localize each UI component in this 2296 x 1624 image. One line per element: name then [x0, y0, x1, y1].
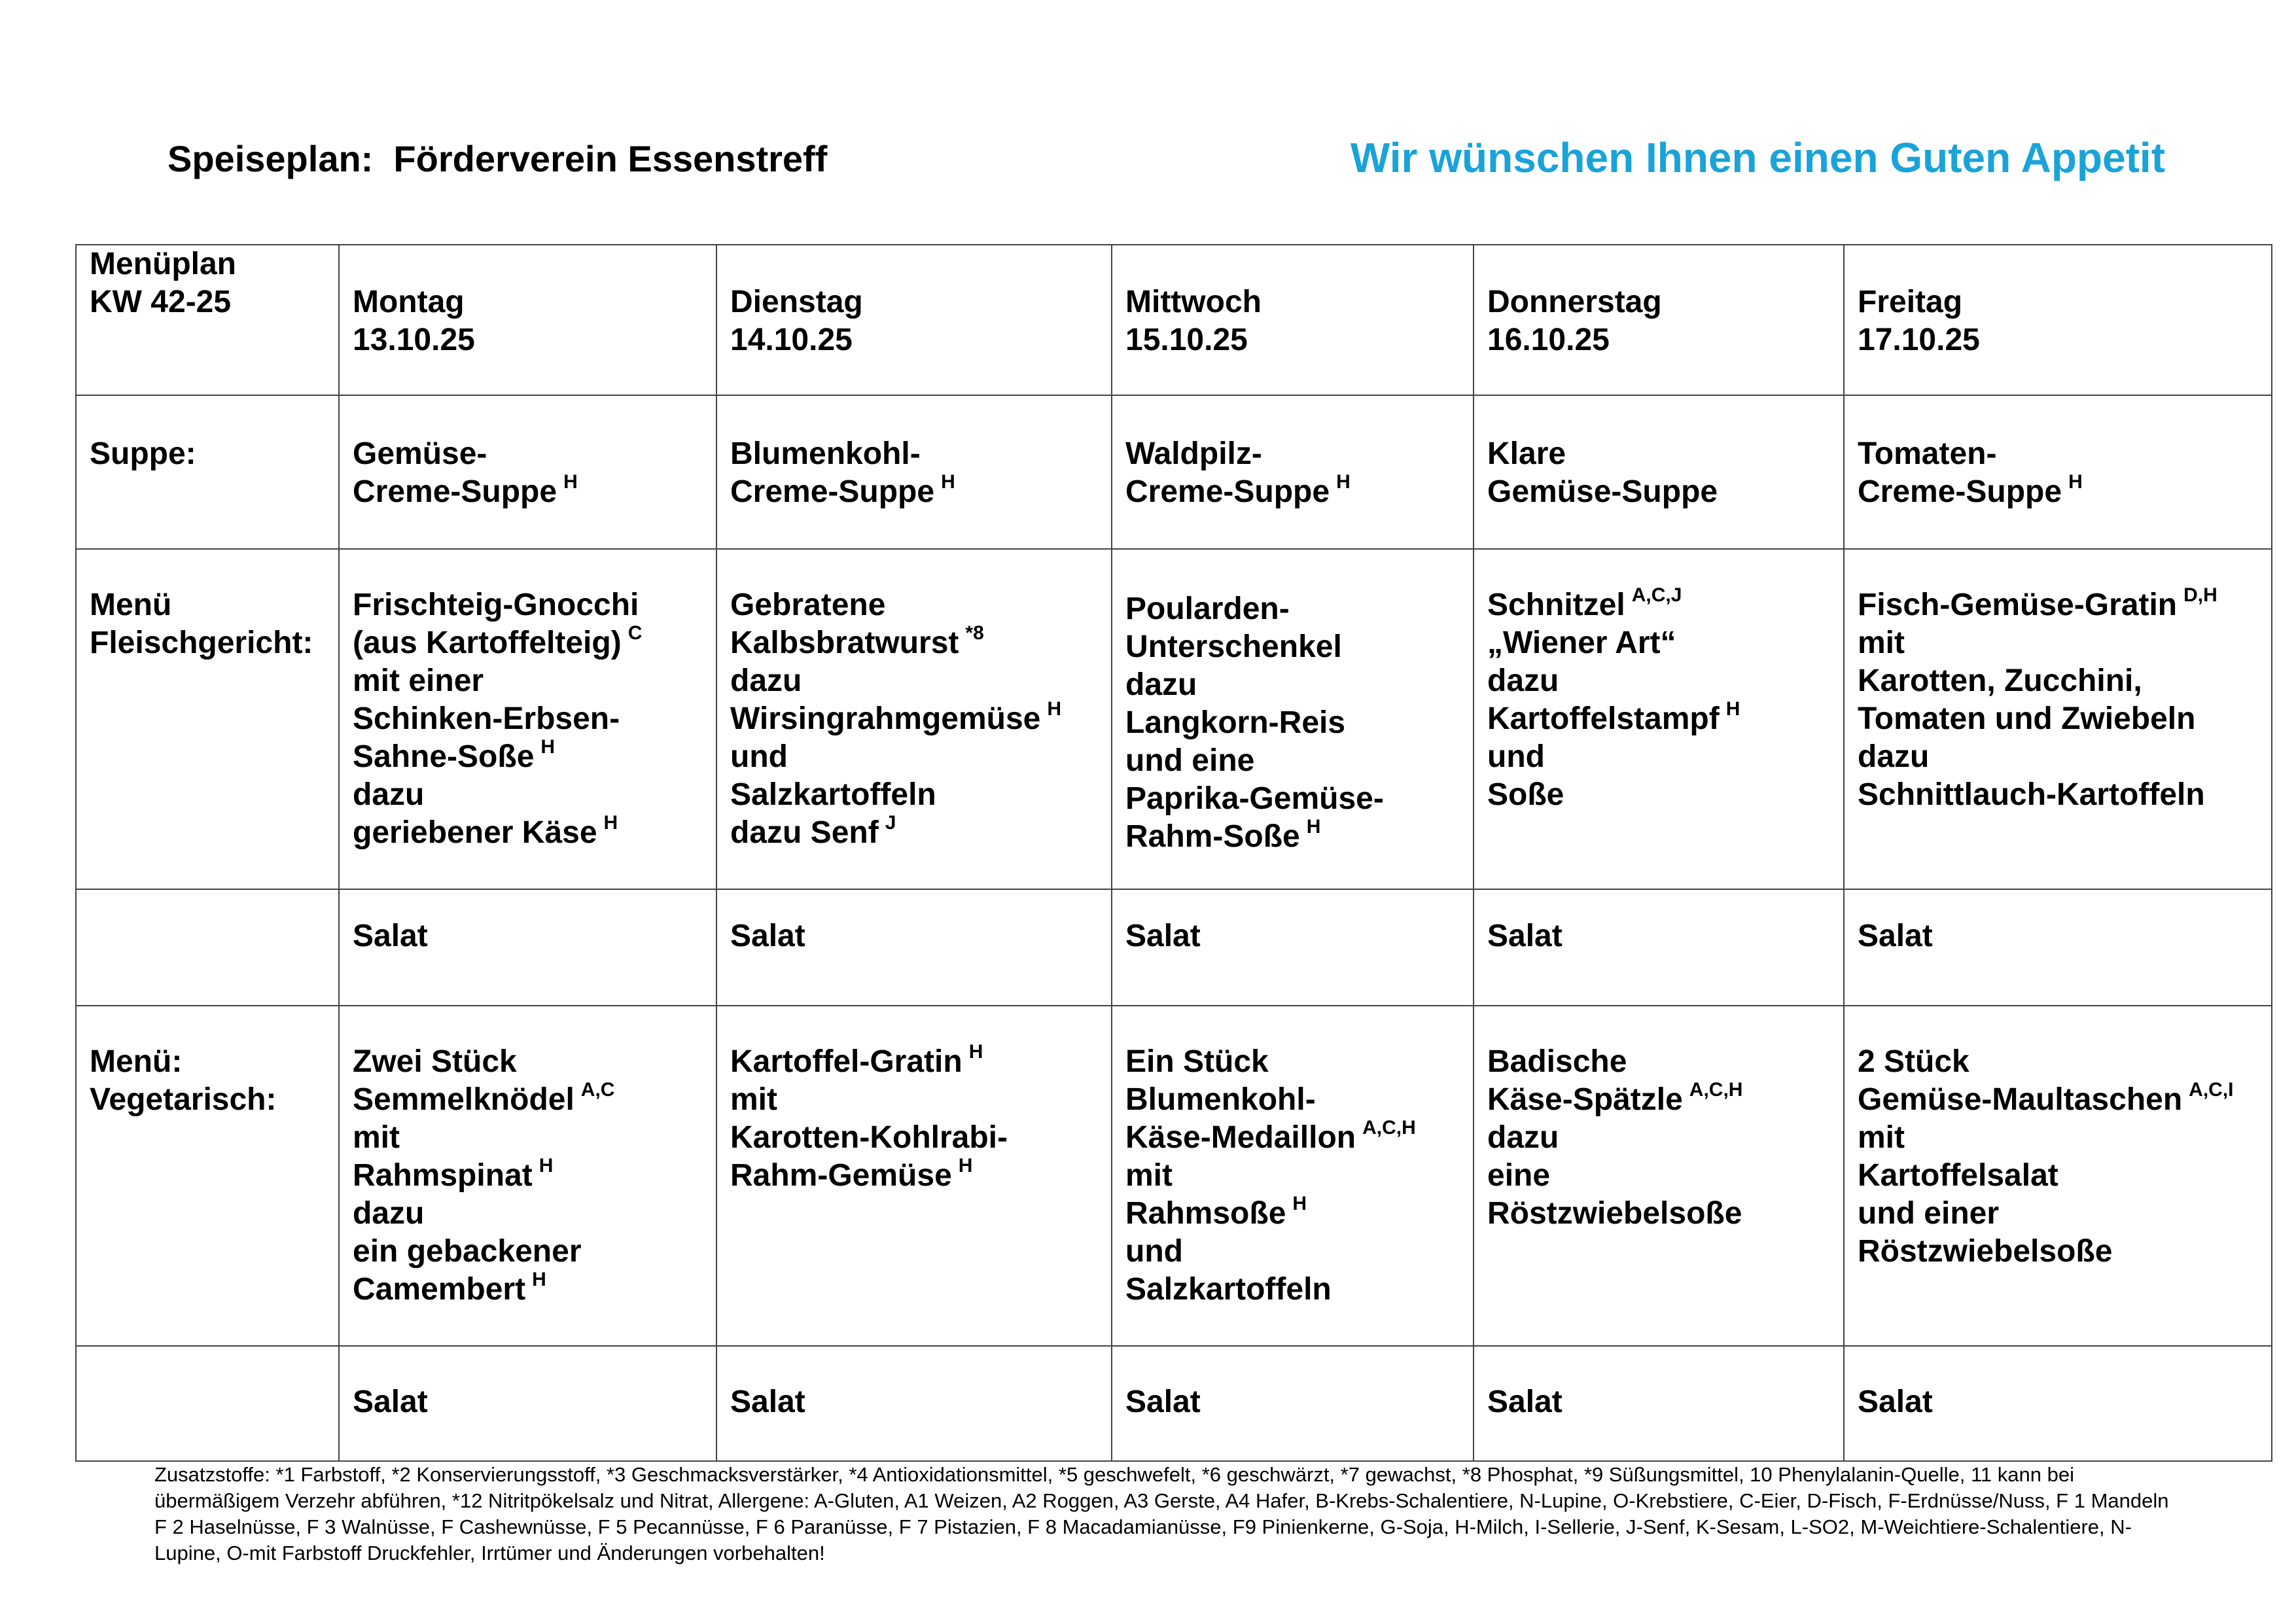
dish-line [1858, 1081, 2258, 1119]
dish-line [353, 814, 703, 852]
row-label-cell [76, 549, 339, 889]
meat-menu-row [76, 549, 2272, 889]
dish-line [353, 1233, 703, 1271]
dish-text: Creme-Suppe [730, 474, 935, 509]
soup-row [76, 395, 2272, 549]
dish-line [353, 1271, 703, 1309]
dish-line [1125, 1233, 1460, 1271]
dish-line [730, 776, 1098, 814]
dish-text: Badische [1487, 1044, 1627, 1079]
day-date: 16.10.25 [1487, 323, 1610, 357]
dish-text: Kartoffelsalat [1858, 1158, 2058, 1193]
dish-line [1858, 1233, 2258, 1271]
dish-text: dazu [1487, 1120, 1559, 1155]
dish-text: geriebener Käse [353, 815, 597, 850]
dish-line [1487, 776, 1830, 814]
dish-line [1858, 624, 2258, 662]
dish-text: Salat [1858, 1385, 1933, 1419]
dish-text: Salzkartoffeln [730, 777, 936, 812]
dish-cell-thursday [1474, 889, 1844, 1006]
salad-row [76, 889, 2272, 1006]
dish-line [1858, 662, 2258, 700]
dish-text: Salat [1125, 1385, 1201, 1419]
dish-text: Soße [1487, 777, 1564, 812]
dish-text: dazu Senf [730, 815, 879, 850]
dish-line [1858, 1119, 2258, 1157]
week-label: KW 42-25 [90, 285, 232, 319]
dish-line [1125, 704, 1460, 742]
dish-line [730, 1081, 1098, 1119]
dish-text: Karotten, Zucchini, [1858, 663, 2142, 698]
dish-text: dazu [1858, 739, 1930, 774]
dish-text: (aus Kartoffelteig) [353, 626, 622, 660]
dish-text: Creme-Suppe [1125, 474, 1330, 509]
dish-cell-tuesday [716, 889, 1112, 1006]
allergen-code: H [2068, 471, 2083, 493]
dish-text: Sahne-Soße [353, 739, 535, 774]
dish-line [730, 624, 1098, 662]
dish-text: „Wiener Art“ [1487, 626, 1676, 660]
dish-line [730, 917, 1098, 955]
dish-cell-wednesday [1112, 549, 1474, 889]
day-date: 13.10.25 [353, 323, 475, 357]
dish-line [1487, 1383, 1830, 1421]
day-name: Donnerstag [1487, 285, 1662, 319]
dish-text: Gemüse-Maultaschen [1858, 1082, 2183, 1117]
dish-cell-thursday [1474, 395, 1844, 549]
dish-text: Kartoffelstampf [1487, 701, 1720, 736]
allergen-code: A,C,H [1689, 1079, 1743, 1101]
dish-cell-monday [339, 1006, 716, 1346]
dish-line [1858, 700, 2258, 738]
dish-text: mit einer [353, 663, 484, 698]
dish-line [730, 435, 1098, 473]
dish-line [730, 586, 1098, 624]
dish-line [730, 662, 1098, 700]
allergen-code: H [941, 471, 955, 493]
dish-cell-tuesday [716, 395, 1112, 549]
dish-text: Salat [730, 919, 805, 953]
dish-text: und [730, 739, 788, 774]
dish-text: dazu [1125, 667, 1197, 702]
dish-cell-friday [1844, 1006, 2272, 1346]
dish-text: mit [1858, 1120, 1905, 1155]
dish-text: Langkorn-Reis [1125, 705, 1346, 740]
dish-text: 2 Stück [1858, 1044, 1969, 1079]
dish-text: Creme-Suppe [353, 474, 557, 509]
dish-text: Ein Stück [1125, 1044, 1269, 1079]
dish-cell-friday [1844, 549, 2272, 889]
dish-line [1125, 1081, 1460, 1119]
allergen-code: H [1336, 471, 1351, 493]
dish-line [1487, 435, 1830, 473]
dish-cell-friday [1844, 889, 2272, 1006]
dish-text: Käse-Medaillon [1125, 1120, 1356, 1155]
dish-line [1487, 1081, 1830, 1119]
page-slogan: Wir wünschen Ihnen einen Guten Appetit [1350, 134, 2165, 181]
dish-line [1125, 818, 1460, 856]
dish-line [1858, 1157, 2258, 1195]
dish-text: Salat [730, 1385, 805, 1419]
allergen-code: H [1292, 1193, 1307, 1214]
dish-text: Zwei Stück [353, 1044, 517, 1079]
dish-line [353, 473, 703, 511]
dish-text: Tomaten- [1858, 436, 1997, 471]
dish-line [1125, 473, 1460, 511]
dish-line [1125, 666, 1460, 704]
dish-text: Kalbsbratwurst [730, 626, 959, 660]
allergen-code: H [1725, 698, 1740, 720]
allergen-code: H [958, 1155, 973, 1176]
dish-text: Rahmsoße [1125, 1196, 1286, 1231]
allergen-code: A,C,H [1362, 1117, 1416, 1139]
dish-text: und einer [1858, 1196, 2000, 1231]
dish-line [1487, 700, 1830, 738]
dish-text: Kartoffel-Gratin [730, 1044, 963, 1079]
dish-line [353, 1043, 703, 1081]
dish-text: ein gebackener [353, 1234, 582, 1269]
dish-text: Schnittlauch-Kartoffeln [1858, 777, 2205, 812]
dish-line [353, 1081, 703, 1119]
row-label: Menü: [90, 1044, 183, 1079]
dish-line [1858, 586, 2258, 624]
dish-text: Salat [1125, 919, 1201, 953]
dish-line [1858, 473, 2258, 511]
week-cell [76, 245, 339, 395]
dish-line [1125, 780, 1460, 818]
dish-text: Unterschenkel [1125, 629, 1342, 664]
allergen-code: A,C,J [1631, 584, 1682, 606]
dish-text: Röstzwiebelsoße [1858, 1234, 2113, 1269]
allergen-code: H [968, 1041, 983, 1063]
dish-text: mit [1125, 1158, 1173, 1193]
dish-text: und [1125, 1234, 1183, 1269]
row-label-cell [76, 889, 339, 1006]
dish-line [1858, 776, 2258, 814]
dish-text: Wirsingrahmgemüse [730, 701, 1041, 736]
day-header-thursday [1474, 245, 1844, 395]
row-label: Vegetarisch: [90, 1082, 277, 1117]
day-date: 14.10.25 [730, 323, 853, 357]
dish-text: Waldpilz- [1125, 436, 1262, 471]
dish-line [1125, 1383, 1460, 1421]
row-label-cell [76, 1006, 339, 1346]
dish-line [353, 1157, 703, 1195]
allergen-code: D,H [2183, 584, 2217, 606]
dish-text: dazu [730, 663, 802, 698]
dish-text: Gebratene [730, 588, 886, 622]
dish-cell-wednesday [1112, 395, 1474, 549]
dish-text: Rahm-Soße [1125, 819, 1300, 854]
dish-line [1487, 1119, 1830, 1157]
row-label-cell [76, 1346, 339, 1461]
dish-text: und [1487, 739, 1545, 774]
allergen-code: A,C [580, 1079, 615, 1101]
dish-text: Salat [1487, 1385, 1563, 1419]
dish-line [1125, 1043, 1460, 1081]
dish-line [1125, 1157, 1460, 1195]
dish-text: Gemüse-Suppe [1487, 474, 1718, 509]
page-title: Speiseplan: Förderverein Essenstreff [168, 138, 828, 179]
dish-cell-monday [339, 549, 716, 889]
dish-cell-tuesday [716, 1006, 1112, 1346]
dish-text: Rahmspinat [353, 1158, 533, 1193]
dish-cell-tuesday [716, 549, 1112, 889]
salad-row [76, 1346, 2272, 1461]
dish-line [1125, 1119, 1460, 1157]
menu-table [75, 244, 2272, 1462]
dish-line [1487, 1195, 1830, 1233]
dish-text: eine [1487, 1158, 1551, 1193]
page-header [0, 134, 2296, 190]
dish-line [730, 700, 1098, 738]
dish-line [730, 1383, 1098, 1421]
dish-text: Salat [1487, 919, 1563, 953]
dish-text: Fisch-Gemüse-Gratin [1858, 588, 2178, 622]
dish-text: Semmelknödel [353, 1082, 574, 1117]
dish-line [1487, 738, 1830, 776]
dish-text: Blumenkohl- [1125, 1082, 1316, 1117]
dish-line [353, 586, 703, 624]
dish-line [1125, 917, 1460, 955]
dish-text: Creme-Suppe [1858, 474, 2062, 509]
day-name: Freitag [1858, 285, 1963, 319]
dish-cell-monday [339, 889, 716, 1006]
dish-cell-thursday [1474, 549, 1844, 889]
dish-text: Salat [1858, 919, 1933, 953]
dish-text: dazu [353, 777, 425, 812]
dish-text: dazu [1487, 663, 1559, 698]
dish-text: Poularden- [1125, 591, 1290, 626]
dish-line [1125, 742, 1460, 780]
day-name: Montag [353, 285, 465, 319]
dish-line [353, 435, 703, 473]
dish-text: und eine [1125, 743, 1255, 778]
vegetarian-menu-row [76, 1006, 2272, 1346]
dish-cell-monday [339, 395, 716, 549]
dish-text: dazu [353, 1196, 425, 1231]
dish-cell-friday [1844, 1346, 2272, 1461]
dish-line [1487, 624, 1830, 662]
day-header-wednesday [1112, 245, 1474, 395]
day-header-tuesday [716, 245, 1112, 395]
allergen-code: H [563, 471, 578, 493]
dish-text: Röstzwiebelsoße [1487, 1196, 1742, 1231]
day-header-monday [339, 245, 716, 395]
dish-line [353, 1195, 703, 1233]
dish-text: Käse-Spätzle [1487, 1082, 1683, 1117]
dish-text: Schnitzel [1487, 588, 1625, 622]
dish-line [353, 1119, 703, 1157]
dish-line [1858, 1383, 2258, 1421]
dish-line [1487, 473, 1830, 511]
allergen-code: J [885, 812, 896, 834]
dish-line [1487, 586, 1830, 624]
dish-text: Salat [353, 1385, 428, 1419]
allergen-code: H [540, 736, 556, 758]
dish-line [730, 1119, 1098, 1157]
row-label: Suppe: [90, 436, 196, 471]
allergen-code: A,C,I [2189, 1079, 2234, 1101]
row-label: Fleischgericht: [90, 626, 313, 660]
dish-cell-wednesday [1112, 889, 1474, 1006]
day-date: 17.10.25 [1858, 323, 1980, 357]
dish-line [1487, 917, 1830, 955]
dish-line [1125, 1271, 1460, 1309]
dish-text: Salzkartoffeln [1125, 1272, 1332, 1307]
additives-allergens-footnote: Zusatzstoffe: *1 Farbstoff, *2 Konservierungsstoff, *3 Geschmacksverstärker, *4 Antioxidationsmittel, *5 geschwefelt, *6 geschwärzt, *7 gewachst, *8 Phosphat, *9 Süßungsmittel, 10 Phenylalanin-Quelle, 11 kann bei übermäßigem Verzehr abführen, *12 Nitritpökelsalz und Nitrat, Allergene: A-Gluten, A1 Weizen, A2 Roggen, A3 Gerste, A4 Hafer, B-Krebs-Schalentiere, N-Lupine, O-Krebstiere, C-Eier, D-Fisch, F-Erdnüsse/Nuss, F 1 Mandeln F 2 Haselnüsse, F 3 Walnüsse, F Cashewnüsse, F 5 Pecannüsse, F 6 Paranüsse, F 7 Pistazien, F 8 Macadamianüsse, F9 Pinienkerne, G-Soja, H-Milch, I-Sellerie, J-Senf, K-Sesam, L-SO2, M-Weichtiere-Schalentiere, N-Lupine, O-mit Farbstoff Druckfehler, Irrtümer und Änderungen vorbehalten! [154, 1463, 2169, 1564]
dish-text: Tomaten und Zwiebeln [1858, 701, 2196, 736]
dish-line [353, 700, 703, 738]
dish-text: Blumenkohl- [730, 436, 921, 471]
row-label-cell [76, 395, 339, 549]
allergen-code: H [1306, 816, 1321, 838]
dish-text: mit [353, 1120, 400, 1155]
dish-line [1125, 435, 1460, 473]
dish-text: Salat [353, 919, 428, 953]
dish-text: Klare [1487, 436, 1566, 471]
dish-text: Rahm-Gemüse [730, 1158, 952, 1193]
dish-line [1125, 590, 1460, 628]
row-label: Menü [90, 588, 172, 622]
dish-line [353, 662, 703, 700]
dish-line [1487, 1157, 1830, 1195]
dish-line [353, 776, 703, 814]
dish-text: Karotten-Kohlrabi- [730, 1120, 1008, 1155]
dish-line [730, 738, 1098, 776]
dish-text: Schinken-Erbsen- [353, 701, 620, 736]
allergen-code: *8 [965, 622, 984, 644]
dish-cell-thursday [1474, 1346, 1844, 1461]
dish-line [730, 473, 1098, 511]
dish-line [730, 814, 1098, 852]
dish-line [1125, 1195, 1460, 1233]
dish-line [1858, 435, 2258, 473]
table-header-row [76, 245, 2272, 395]
dish-line [1125, 628, 1460, 666]
dish-line [353, 738, 703, 776]
dish-line [730, 1157, 1098, 1195]
dish-text: mit [730, 1082, 777, 1117]
allergen-code: H [532, 1269, 546, 1290]
day-name: Mittwoch [1125, 285, 1262, 319]
day-date: 15.10.25 [1125, 323, 1248, 357]
dish-text: Gemüse- [353, 436, 487, 471]
menu-plan-label: Menüplan [90, 247, 236, 281]
dish-cell-friday [1844, 395, 2272, 549]
dish-cell-thursday [1474, 1006, 1844, 1346]
dish-line [353, 917, 703, 955]
dish-line [1487, 662, 1830, 700]
dish-line [1858, 1195, 2258, 1233]
day-header-friday [1844, 245, 2272, 395]
dish-cell-wednesday [1112, 1346, 1474, 1461]
allergen-code: H [1047, 698, 1062, 720]
dish-cell-wednesday [1112, 1006, 1474, 1346]
dish-text: Frischteig-Gnocchi [353, 588, 639, 622]
dish-cell-tuesday [716, 1346, 1112, 1461]
dish-line [730, 1043, 1098, 1081]
dish-cell-monday [339, 1346, 716, 1461]
dish-line [1487, 1043, 1830, 1081]
dish-line [1858, 917, 2258, 955]
dish-line [353, 624, 703, 662]
dish-text: Paprika-Gemüse- [1125, 781, 1384, 816]
dish-text: mit [1858, 626, 1905, 660]
dish-text: Camembert [353, 1272, 526, 1307]
dish-line [1858, 738, 2258, 776]
allergen-code: C [627, 622, 643, 644]
day-name: Dienstag [730, 285, 863, 319]
allergen-code: H [603, 812, 618, 834]
dish-line [353, 1383, 703, 1421]
dish-line [1858, 1043, 2258, 1081]
allergen-code: H [539, 1155, 554, 1176]
